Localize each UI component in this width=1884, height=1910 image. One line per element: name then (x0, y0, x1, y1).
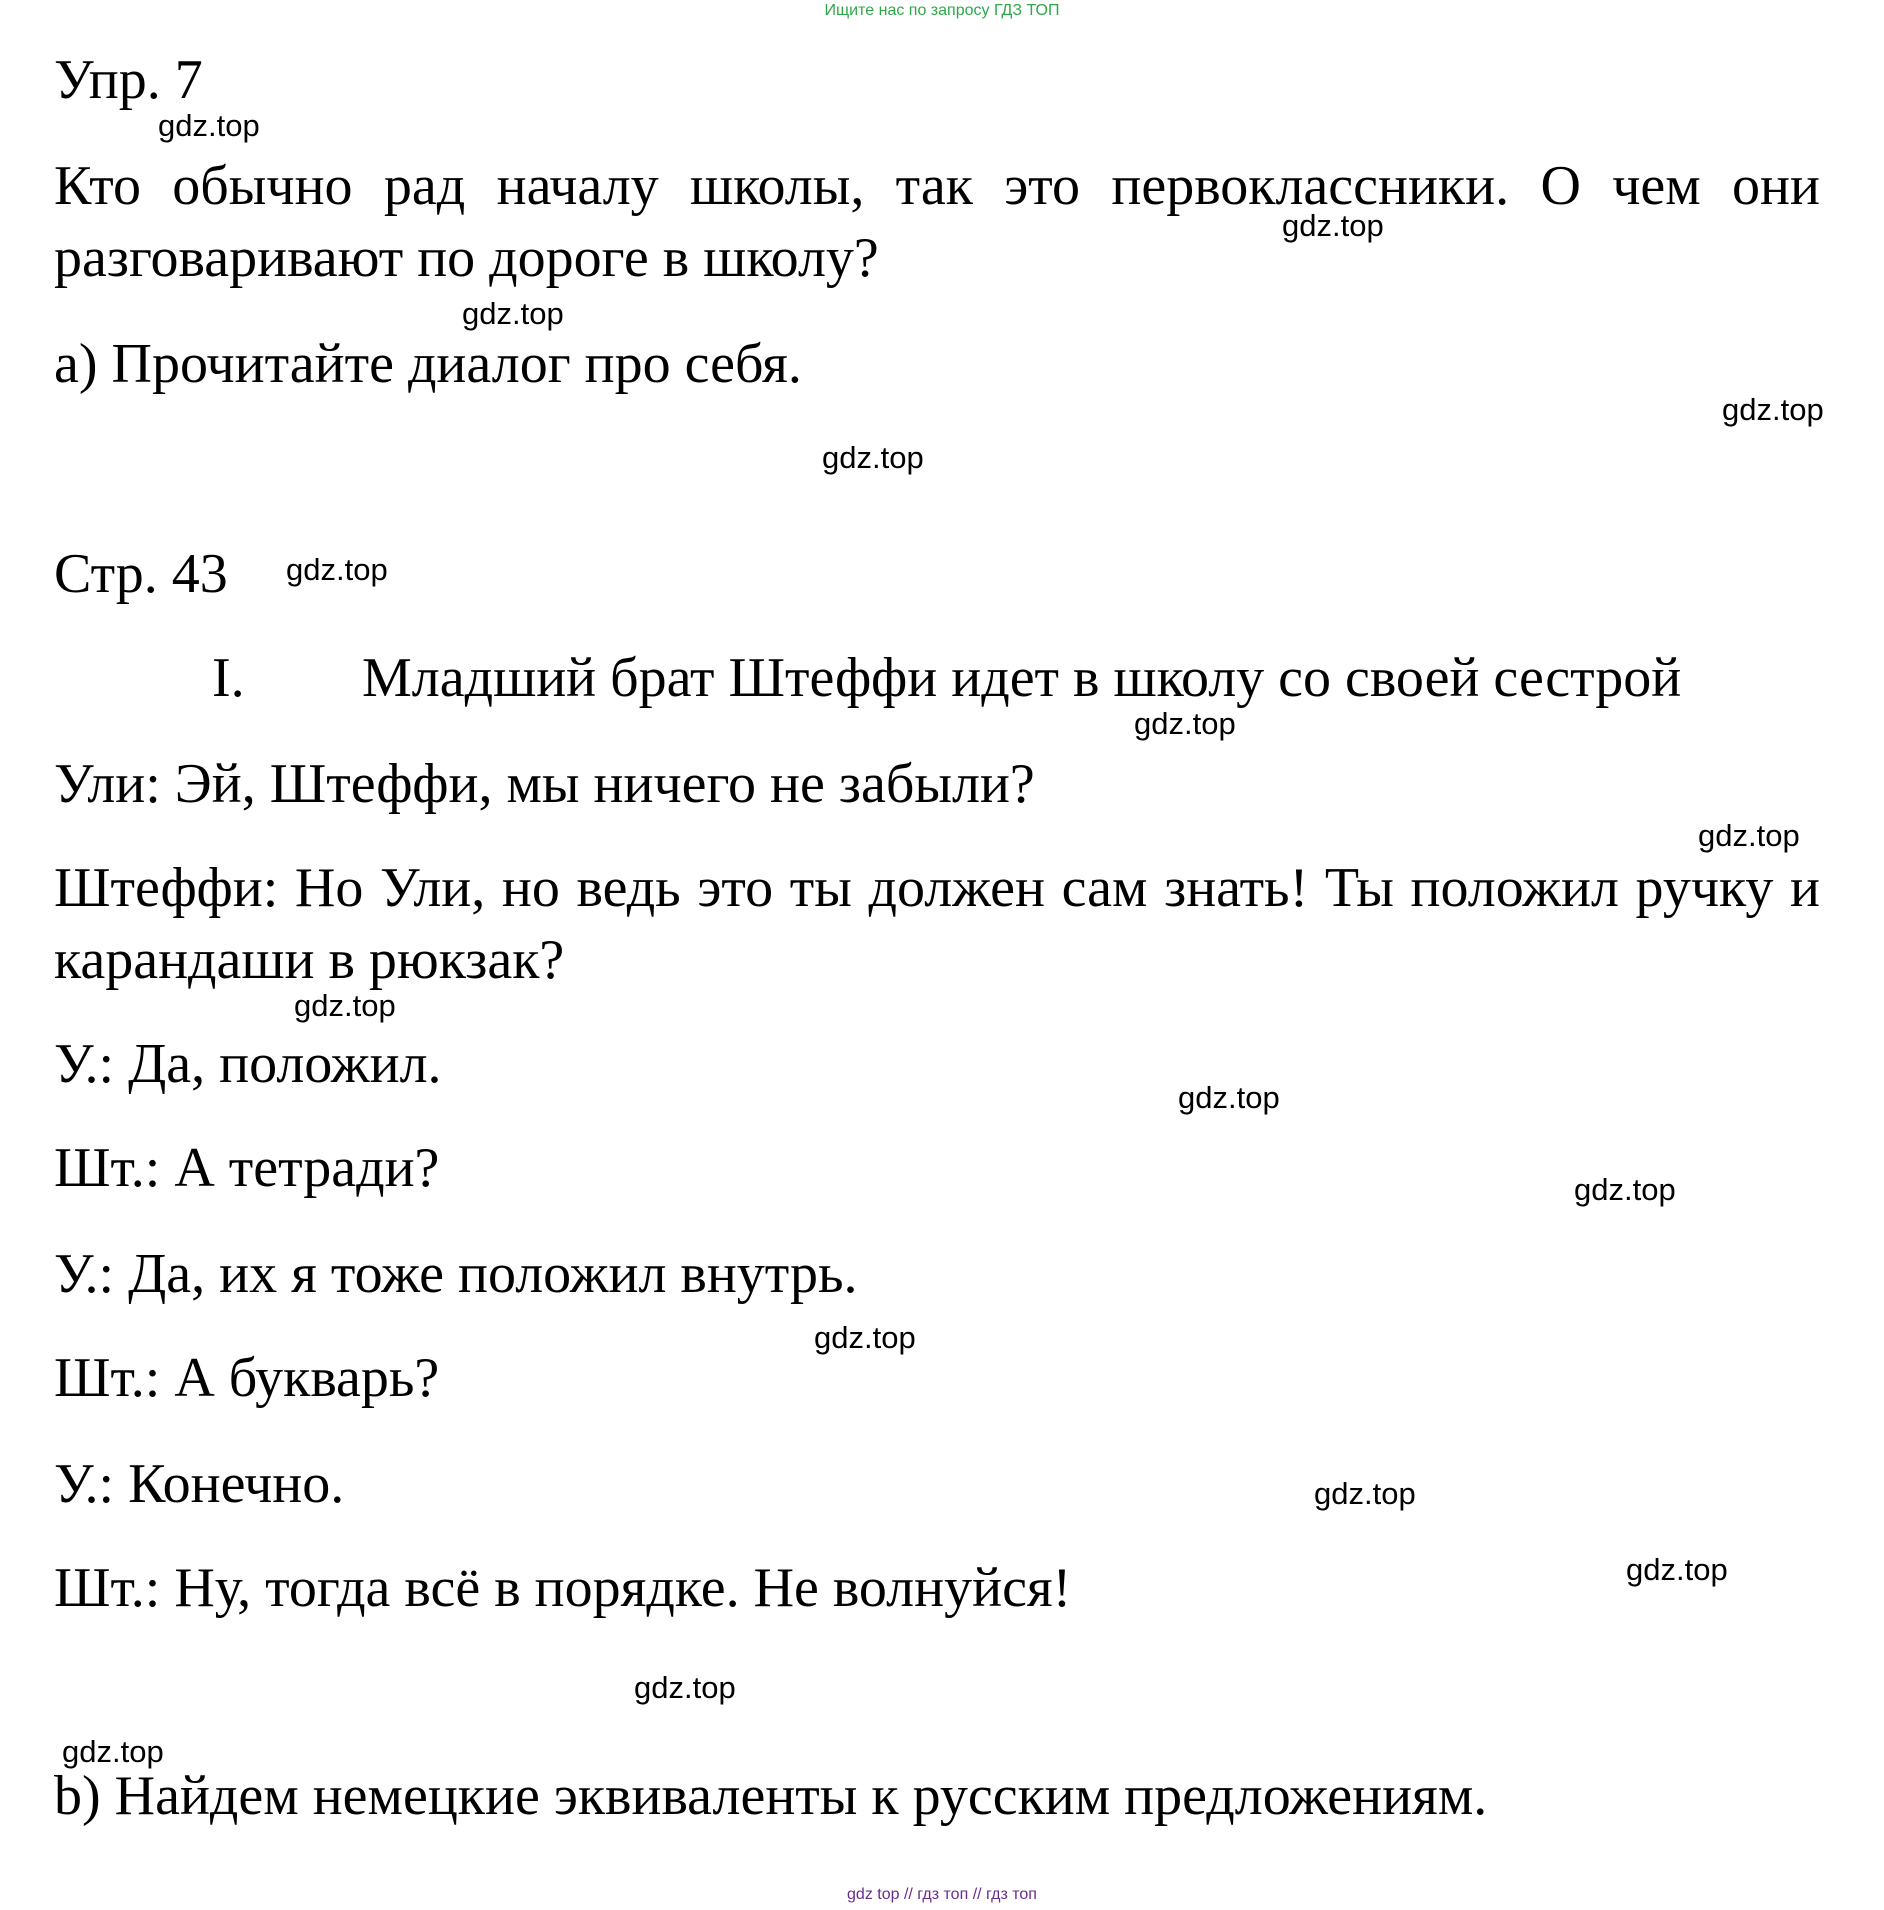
watermark: gdz.top (62, 1734, 164, 1769)
dialog-line: У.: Конечно. (54, 1453, 345, 1515)
dialog-line: Шт.: А тетради? (54, 1137, 440, 1199)
dialog-line: У.: Да, их я тоже положил внутрь. (54, 1243, 858, 1305)
dialog-line: Шт.: А букварь? (54, 1347, 440, 1409)
dialog-line: Шт.: Ну, тогда всё в порядке. Не волнуйся! (54, 1557, 1072, 1619)
watermark: gdz.top (814, 1320, 916, 1355)
dialog-title: Младший брат Штеффи идет в школу со своей сестрой (362, 647, 1682, 709)
dialog-number: I. (212, 647, 245, 709)
header-note: Ищите нас по запросу ГДЗ ТОП (824, 2, 1060, 19)
watermark: gdz.top (634, 1670, 736, 1705)
watermark: gdz.top (1574, 1172, 1676, 1207)
watermark: gdz.top (1722, 392, 1824, 427)
exercise-title: Упр. 7 (54, 49, 203, 111)
watermark: gdz.top (286, 552, 388, 587)
page-reference: Стр. 43 (54, 543, 228, 605)
task-b: b) Найдем немецкие эквиваленты к русским предложениям. (54, 1765, 1488, 1827)
dialog-line: Ули: Эй, Штеффи, мы ничего не забыли? (54, 753, 1035, 815)
watermark: gdz.top (822, 440, 924, 475)
watermark: gdz.top (1314, 1476, 1416, 1511)
watermark: gdz.top (1282, 208, 1384, 243)
watermark: gdz.top (1134, 706, 1236, 741)
dialog-line: У.: Да, положил. (54, 1033, 442, 1095)
task-a: а) Прочитайте диалог про себя. (54, 333, 802, 395)
footer-note: gdz top // гдз топ // гдз топ (847, 1886, 1037, 1903)
watermark: gdz.top (1626, 1552, 1728, 1587)
exercise-intro: Кто обычно рад началу школы, так это первоклассники. О чем они разговаривают по дороге в школу? (54, 155, 1820, 289)
dialog-line: Штеффи: Но Ули, но ведь это ты должен сам знать! Ты положил ручку и карандаши в рюкзак? (54, 857, 1820, 991)
watermark: gdz.top (158, 108, 260, 143)
watermark: gdz.top (1178, 1080, 1280, 1115)
watermark: gdz.top (462, 296, 564, 331)
watermark: gdz.top (294, 988, 396, 1023)
watermark: gdz.top (1698, 818, 1800, 853)
